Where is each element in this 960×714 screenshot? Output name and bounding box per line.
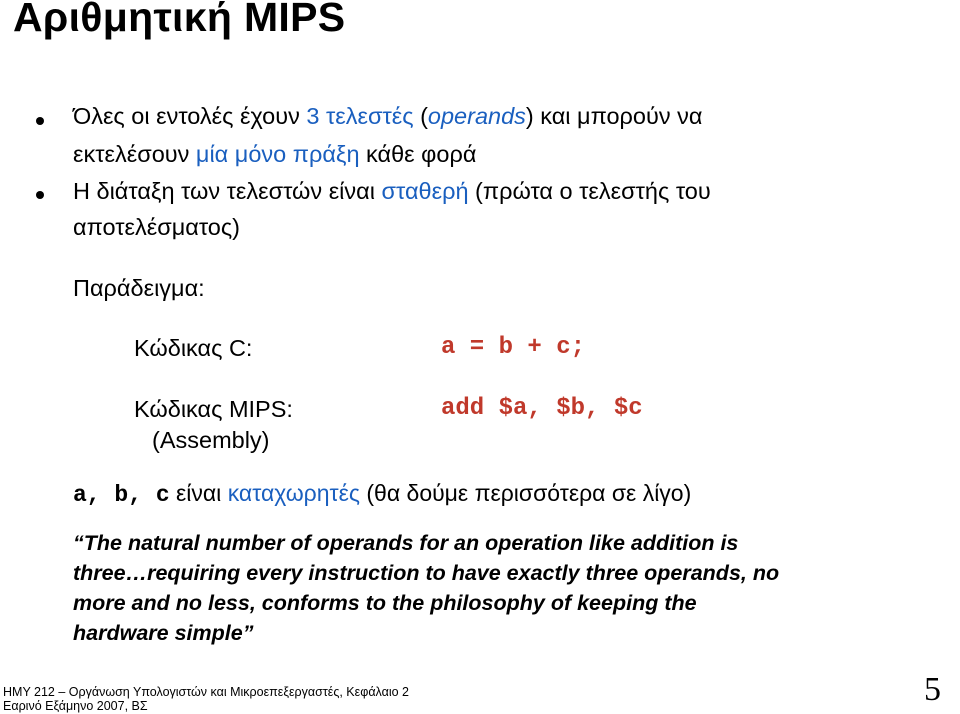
highlight-text: operands: [427, 103, 526, 129]
quote-line-3: more and no less, conforms to the philosophy of keeping the: [73, 591, 697, 615]
quote-text: hardware simple: [73, 621, 243, 645]
close-quote-mark: ”: [242, 621, 254, 645]
example-label: Παράδειγμα:: [73, 275, 205, 301]
text: (: [413, 103, 428, 129]
highlight-text: 3 τελεστές: [306, 103, 414, 129]
text: είναι: [169, 480, 228, 506]
bullet-1-line-1: [73, 101, 702, 131]
bullet-2-line-2: αποτελέσματος): [73, 214, 240, 240]
footer-course: ΗΜΥ 212 – Οργάνωση Υπολογιστών και Μικροεπεξεργαστές, Κεφάλαιο 2: [3, 685, 409, 699]
bullet-2-line-1: [73, 176, 711, 206]
slide-title: Αριθμητική MIPS: [13, 0, 346, 40]
quote-line-2: three…requiring every instruction to have exactly three operands, no: [73, 561, 780, 585]
registers-line: [73, 478, 691, 510]
bullet-icon: [36, 191, 44, 199]
mips-code: add $a, $b, $c: [441, 395, 643, 422]
highlight-text: καταχωρητές: [227, 480, 360, 506]
highlight-text: σταθερή: [381, 178, 469, 204]
c-code: a = b + c;: [441, 334, 586, 361]
quote-line-1: [73, 528, 738, 559]
mips-code-label: Κώδικας MIPS:: [134, 396, 293, 422]
bullet-icon: [36, 117, 44, 125]
text: (θα δούμε περισσότερα σε λίγο): [359, 480, 692, 506]
quote-text: The natural number of operands for an operation like addition is: [83, 531, 739, 555]
bullet-1-line-2: [73, 139, 476, 169]
quote-line-4: [73, 618, 253, 649]
text: Η διάταξη των τελεστών είναι: [73, 178, 382, 204]
page-number: 5: [924, 671, 941, 708]
text: ) και μπορούν να: [525, 103, 703, 129]
c-code-label: Κώδικας C:: [134, 335, 253, 361]
open-quote-mark: “: [73, 531, 84, 555]
text: κάθε φορά: [359, 141, 477, 167]
text: εκτελέσουν: [73, 141, 196, 167]
footer-semester: Εαρινό Εξάμηνο 2007, ΒΣ: [3, 699, 148, 713]
highlight-text: μία μόνο πράξη: [195, 141, 360, 167]
text: Όλες οι εντολές έχουν: [73, 103, 307, 129]
text: (πρώτα ο τελεστής του: [468, 178, 711, 204]
mips-code-sublabel: (Assembly): [152, 427, 270, 453]
register-vars: a, b, c: [73, 482, 170, 508]
